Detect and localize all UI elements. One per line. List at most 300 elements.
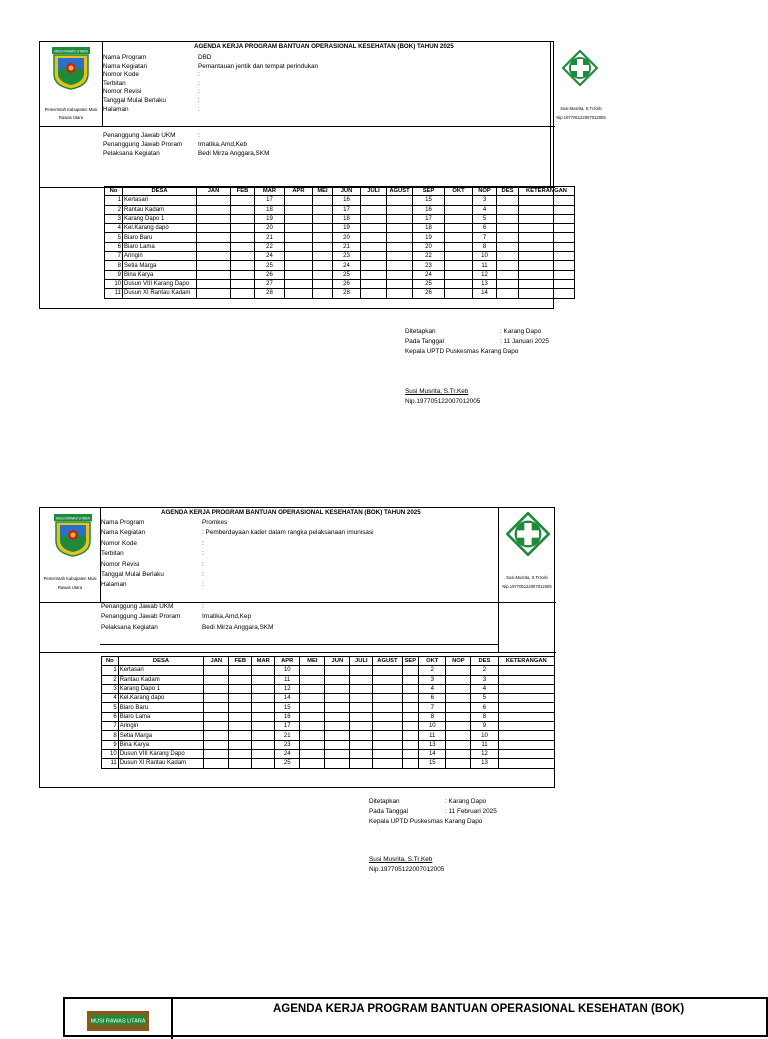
table-cell	[229, 684, 252, 693]
meta-label: Nomor Kode	[103, 71, 139, 79]
table-cell	[446, 684, 471, 693]
table-cell	[373, 703, 402, 712]
table-cell	[361, 270, 387, 279]
table-cell	[197, 205, 231, 214]
signer-position: Kepala UPTD Puskesmas Karang Dapo	[405, 348, 519, 355]
meta-row	[103, 63, 318, 70]
table-cell	[231, 270, 255, 279]
table-cell	[313, 224, 333, 233]
table-cell	[204, 684, 229, 693]
table-row	[105, 233, 575, 242]
table-cell	[300, 712, 325, 721]
table-cell	[300, 694, 325, 703]
table-cell: Kel.Karang dapo	[123, 224, 197, 233]
table-cell	[285, 205, 313, 214]
table-cell: 10	[473, 252, 497, 261]
table-cell	[445, 242, 473, 251]
table-cell: 10	[275, 666, 300, 675]
table-cell	[402, 703, 419, 712]
table-cell	[313, 214, 333, 223]
table-cell: 24	[333, 261, 361, 270]
table-cell	[445, 279, 473, 288]
table-cell	[519, 205, 575, 214]
table-cell: 11	[105, 289, 123, 298]
signer-name-small: Susi Musrita, S.Tr.Keb	[506, 575, 548, 580]
table-cell: 6	[471, 703, 498, 712]
table-cell	[445, 270, 473, 279]
table-cell	[402, 722, 419, 731]
table-cell	[231, 289, 255, 298]
table-cell	[373, 694, 402, 703]
table-row	[105, 289, 575, 298]
table-cell	[350, 666, 373, 675]
date-label: Pada Tanggal	[369, 808, 408, 815]
table-cell	[498, 749, 554, 758]
table-row	[105, 261, 575, 270]
table-cell: 4	[105, 224, 123, 233]
table-cell: Biaro Baru	[123, 233, 197, 242]
table-cell	[231, 261, 255, 270]
meta-label: Tanggal Mulai Berlaku	[103, 97, 166, 104]
table-cell: 3	[473, 196, 497, 205]
regency-logo-icon	[87, 1011, 149, 1031]
table-cell	[446, 759, 471, 768]
table-cell: 10	[419, 722, 446, 731]
table-cell	[197, 196, 231, 205]
regency-logo-icon	[52, 513, 94, 557]
regency-logo-icon	[50, 46, 92, 90]
table-cell	[402, 675, 419, 684]
table-cell: 18	[255, 205, 285, 214]
table-cell: Setia Marga	[123, 261, 197, 270]
table-cell: 12	[473, 270, 497, 279]
table-row	[102, 712, 555, 721]
table-cell: 4	[471, 684, 498, 693]
table-row	[105, 205, 575, 214]
table-cell: 20	[333, 233, 361, 242]
table-cell	[402, 694, 419, 703]
approval-date: : 11 Februari 2025	[445, 808, 497, 815]
table-cell	[325, 694, 350, 703]
table-cell	[361, 205, 387, 214]
table-cell	[285, 242, 313, 251]
table-cell: 17	[275, 722, 300, 731]
table-cell	[197, 224, 231, 233]
signer-name: Susi Musrita, S.Tr.Keb	[405, 388, 469, 395]
responsible-value: :	[202, 603, 204, 610]
table-cell: Kel.Karang dapo	[118, 694, 204, 703]
regency-name: Pemerintah Kabupaten Musi Rawas Utara	[43, 576, 97, 590]
table-cell	[402, 712, 419, 721]
column-header: OKT	[419, 657, 446, 666]
signer-nip: Nip.197705122007012005	[369, 866, 445, 873]
table-row	[105, 279, 575, 288]
table-cell	[252, 684, 275, 693]
meta-label: Nama Program	[101, 519, 145, 526]
table-cell: 21	[255, 233, 285, 242]
table-cell	[361, 252, 387, 261]
responsible-label: Penanggung Jawab UKM	[103, 132, 176, 139]
responsible-label: Penanggung Jawab Proram	[101, 613, 181, 621]
document-title: AGENDA KERJA PROGRAM BANTUAN OPERASIONAL KESEHATAN (BOK) TAHUN 2025	[161, 509, 421, 516]
table-cell: Dusun VIII Karang Dapo	[123, 279, 197, 288]
table-row	[102, 694, 555, 703]
table-cell: 21	[333, 242, 361, 251]
table-cell: Rantau Kadam	[123, 205, 197, 214]
table-cell: 11	[473, 261, 497, 270]
table-cell	[231, 279, 255, 288]
puskesmas-logo-icon	[562, 50, 598, 86]
column-header: SEP	[413, 187, 445, 196]
responsible-row	[103, 132, 200, 139]
meta-value: :	[202, 581, 204, 589]
signer-name: Susi Musrita, S.Tr.Keb	[369, 856, 433, 863]
table-cell: Biaro Baru	[118, 703, 204, 712]
approval-label: Ditetapkan	[369, 798, 400, 805]
meta-value: :	[202, 550, 204, 558]
schedule-table-2	[101, 656, 555, 769]
meta-row	[103, 106, 200, 113]
signer-nip: Nip.197705122007012005	[405, 398, 481, 405]
table-cell	[204, 694, 229, 703]
table-cell: Dusun VIII Karang Dapo	[118, 749, 204, 758]
table-cell: 17	[255, 196, 285, 205]
table-cell	[402, 731, 419, 740]
table-cell: 26	[255, 270, 285, 279]
table-row	[105, 224, 575, 233]
table-cell	[350, 740, 373, 749]
table-cell: Kertasari	[123, 196, 197, 205]
table-cell	[325, 703, 350, 712]
table-cell	[229, 759, 252, 768]
table-cell: 13	[471, 759, 498, 768]
column-header: SEP	[402, 657, 419, 666]
approval-date: : 11 Januari 2025	[500, 338, 549, 345]
table-cell: 11	[471, 740, 498, 749]
table-cell: 11	[419, 731, 446, 740]
table-cell	[519, 224, 575, 233]
table-cell	[204, 712, 229, 721]
table-cell: 1	[105, 196, 123, 205]
column-header: DES	[471, 657, 498, 666]
table-cell	[350, 759, 373, 768]
table-cell: 10	[102, 749, 119, 758]
table-cell: 19	[333, 224, 361, 233]
table-cell: 20	[413, 242, 445, 251]
table-cell	[361, 196, 387, 205]
table-cell	[197, 289, 231, 298]
table-cell	[252, 740, 275, 749]
table-cell	[350, 712, 373, 721]
table-row	[102, 749, 555, 758]
table-cell	[325, 684, 350, 693]
table-cell	[231, 205, 255, 214]
table-cell	[446, 675, 471, 684]
meta-label: Nama Kegiatan	[101, 529, 146, 537]
table-cell: 16	[413, 205, 445, 214]
table-cell: 15	[275, 703, 300, 712]
table-cell	[300, 731, 325, 740]
column-header: JULI	[350, 657, 373, 666]
table-cell: 14	[419, 749, 446, 758]
svg-text:MUSI RAWAS UTARA: MUSI RAWAS UTARA	[56, 516, 90, 521]
table-cell	[498, 675, 554, 684]
table-cell	[402, 684, 419, 693]
table-cell	[300, 666, 325, 675]
table-cell	[361, 214, 387, 223]
table-cell: 4	[102, 694, 119, 703]
table-cell	[252, 722, 275, 731]
meta-label: Nomor Kode	[101, 539, 137, 547]
table-cell	[446, 694, 471, 703]
table-cell	[350, 703, 373, 712]
table-cell	[300, 684, 325, 693]
responsible-row	[101, 624, 273, 631]
table-cell	[498, 722, 554, 731]
meta-label: Halaman	[103, 105, 129, 113]
table-cell	[498, 703, 554, 712]
table-cell	[300, 749, 325, 758]
meta-value: :	[198, 97, 200, 104]
table-cell: 25	[413, 279, 445, 288]
table-row	[105, 196, 575, 205]
table-cell	[285, 279, 313, 288]
table-cell: 7	[473, 233, 497, 242]
document-title: AGENDA KERJA PROGRAM BANTUAN OPERASIONAL KESEHATAN (BOK)	[273, 1003, 685, 1015]
svg-text:MUSI RAWAS UTARA: MUSI RAWAS UTARA	[54, 49, 88, 54]
table-cell: 12	[275, 684, 300, 693]
table-cell	[204, 749, 229, 758]
column-header: AGUST	[387, 187, 413, 196]
column-header: DESA	[118, 657, 204, 666]
table-row	[105, 214, 575, 223]
table-cell: 25	[333, 270, 361, 279]
table-row	[102, 675, 555, 684]
column-header: DESA	[123, 187, 197, 196]
table-cell	[231, 252, 255, 261]
meta-value: DBD	[198, 54, 212, 61]
table-cell	[350, 675, 373, 684]
table-cell: Biaro Lama	[123, 242, 197, 251]
meta-row	[103, 71, 200, 78]
column-header: MAR	[252, 657, 275, 666]
table-cell	[229, 722, 252, 731]
table-cell: 17	[413, 214, 445, 223]
table-cell	[285, 252, 313, 261]
table-cell: Aringin	[123, 252, 197, 261]
table-cell	[325, 666, 350, 675]
column-header: NOP	[446, 657, 471, 666]
table-cell	[313, 205, 333, 214]
signer-name-small: Susi Musrita, S.Tr.Keb	[560, 106, 602, 111]
table-cell: 20	[255, 224, 285, 233]
table-cell	[446, 740, 471, 749]
table-cell	[519, 289, 575, 298]
table-cell	[519, 270, 575, 279]
table-cell	[197, 261, 231, 270]
table-cell: 23	[275, 740, 300, 749]
column-header: APR	[285, 187, 313, 196]
table-cell	[285, 224, 313, 233]
table-cell: 8	[471, 712, 498, 721]
table-cell	[229, 740, 252, 749]
table-cell	[497, 214, 519, 223]
table-cell	[300, 759, 325, 768]
table-cell	[387, 224, 413, 233]
table-cell: 1	[102, 666, 119, 675]
table-cell	[197, 233, 231, 242]
table-cell	[313, 242, 333, 251]
meta-value: :	[198, 71, 200, 79]
table-row	[102, 740, 555, 749]
table-cell: 10	[471, 731, 498, 740]
table-cell: 28	[255, 289, 285, 298]
meta-label: Nomor Revisi	[103, 88, 142, 96]
table-cell	[497, 289, 519, 298]
column-header: JAN	[204, 657, 229, 666]
table-cell	[197, 279, 231, 288]
table-cell	[361, 242, 387, 251]
table-cell: 7	[105, 252, 123, 261]
table-cell: 5	[105, 233, 123, 242]
table-cell	[350, 731, 373, 740]
table-cell: 14	[275, 694, 300, 703]
column-header: JAN	[197, 187, 231, 196]
table-cell: 11	[102, 759, 119, 768]
column-header: FEB	[231, 187, 255, 196]
table-cell	[313, 261, 333, 270]
table-cell: Aringin	[118, 722, 204, 731]
table-cell: 17	[333, 205, 361, 214]
table-cell: Biaro Lama	[118, 712, 204, 721]
table-cell	[285, 289, 313, 298]
responsible-label: Penanggung Jawab UKM	[101, 603, 174, 610]
responsible-row	[103, 150, 269, 157]
table-cell: 9	[105, 270, 123, 279]
table-cell	[229, 749, 252, 758]
table-cell	[519, 233, 575, 242]
meta-label: Nomor Revisi	[101, 560, 140, 568]
table-cell	[445, 224, 473, 233]
table-cell: 5	[471, 694, 498, 703]
table-cell: 15	[419, 759, 446, 768]
table-cell	[231, 224, 255, 233]
table-cell: 6	[105, 242, 123, 251]
table-cell	[204, 731, 229, 740]
table-cell	[252, 666, 275, 675]
table-cell	[197, 270, 231, 279]
table-cell	[445, 196, 473, 205]
table-cell	[498, 731, 554, 740]
table-cell	[402, 740, 419, 749]
table-cell: 15	[413, 196, 445, 205]
table-cell: 23	[413, 261, 445, 270]
meta-row	[101, 561, 204, 568]
table-cell	[313, 270, 333, 279]
table-cell: Karang Dapo 1	[123, 214, 197, 223]
table-cell: Rantau Kadam	[118, 675, 204, 684]
table-cell: 3	[471, 675, 498, 684]
table-cell: Bina Karya	[123, 270, 197, 279]
meta-row	[101, 550, 204, 557]
table-cell	[497, 279, 519, 288]
responsible-value: Irnatika,Amd,Keb	[198, 141, 248, 148]
table-cell: 7	[102, 722, 119, 731]
table-header-row	[105, 187, 575, 196]
table-cell: 6	[473, 224, 497, 233]
table-row	[102, 759, 555, 768]
table-cell	[445, 289, 473, 298]
column-header: AGUST	[373, 657, 402, 666]
table-cell	[387, 196, 413, 205]
table-row	[105, 242, 575, 251]
table-cell	[373, 675, 402, 684]
table-cell	[519, 214, 575, 223]
table-cell	[387, 261, 413, 270]
column-header: KETERANGAN	[498, 657, 554, 666]
table-cell: 13	[473, 279, 497, 288]
table-cell: 8	[419, 712, 446, 721]
table-cell	[373, 731, 402, 740]
table-cell	[497, 252, 519, 261]
table-cell: 25	[275, 759, 300, 768]
table-cell	[285, 270, 313, 279]
table-cell	[497, 270, 519, 279]
table-cell	[446, 722, 471, 731]
table-cell: 18	[413, 224, 445, 233]
table-cell	[361, 279, 387, 288]
table-cell	[446, 712, 471, 721]
meta-row	[101, 540, 204, 547]
column-header: JUN	[325, 657, 350, 666]
table-cell: 27	[255, 279, 285, 288]
column-header: No	[102, 657, 119, 666]
table-cell	[313, 252, 333, 261]
svg-text:MUSI RAWAS UTARA: MUSI RAWAS UTARA	[90, 1018, 146, 1025]
table-cell: 24	[275, 749, 300, 758]
table-cell: 22	[255, 242, 285, 251]
table-cell: 7	[419, 703, 446, 712]
table-cell	[300, 740, 325, 749]
meta-label: Terbitan	[101, 550, 124, 558]
meta-value: Promkes	[202, 519, 228, 526]
table-cell: 22	[413, 252, 445, 261]
table-cell: Dusun XI Rantau Kadam	[123, 289, 197, 298]
table-cell: 4	[419, 684, 446, 693]
table-cell	[445, 205, 473, 214]
table-cell	[204, 675, 229, 684]
table-cell: 2	[419, 666, 446, 675]
responsible-value: Bedi Mirza Anggara,SKM	[198, 150, 270, 157]
column-header: No	[105, 187, 123, 196]
table-cell	[498, 759, 554, 768]
table-cell	[519, 261, 575, 270]
responsible-label: Pelaksana Kegiatan	[101, 623, 158, 631]
responsible-label: Pelaksana Kegiatan	[103, 150, 160, 157]
table-cell	[252, 703, 275, 712]
table-cell	[325, 675, 350, 684]
table-cell: 16	[275, 712, 300, 721]
table-cell	[252, 731, 275, 740]
signer-position: Kepala UPTD Puskesmas Karang Dapo	[369, 818, 483, 825]
table-row	[102, 703, 555, 712]
column-header: DES	[497, 187, 519, 196]
table-cell	[519, 242, 575, 251]
table-cell: 6	[419, 694, 446, 703]
table-cell	[285, 261, 313, 270]
table-cell: Dusun XI Rantau Kadam	[118, 759, 204, 768]
column-header: MAR	[255, 187, 285, 196]
